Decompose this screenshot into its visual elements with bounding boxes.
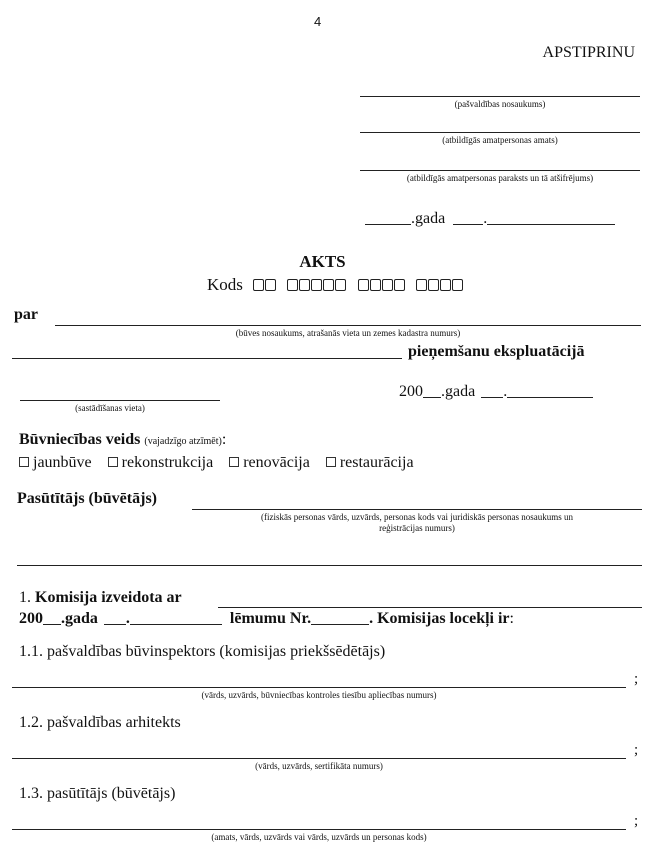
act-date-prefix: 200: [399, 383, 423, 400]
par-label: par: [14, 306, 38, 323]
commission-date-label: .gada: [61, 610, 98, 627]
approval-year-field[interactable]: [365, 210, 411, 225]
place-caption: (sastādīšanas vieta): [75, 403, 145, 413]
customer-label: Pasūtītājs (būvētājs): [17, 490, 157, 507]
acceptance-text: pieņemšanu ekspluatācijā: [408, 343, 585, 360]
act-month-field[interactable]: [507, 383, 593, 398]
option-label: restaurācija: [339, 454, 414, 471]
members-label: . Komisijas locekļi ir: [369, 610, 510, 627]
member-3-field[interactable]: [12, 829, 626, 830]
commission-number: 1.: [19, 589, 31, 606]
approval-title: APSTIPRINU: [542, 44, 635, 61]
approval-date: .gada .: [365, 210, 615, 228]
customer-field-2[interactable]: [17, 565, 642, 566]
construction-type-options: [19, 454, 426, 472]
member-2-end: ;: [634, 742, 639, 758]
construction-type-hint: (vajadzīgo atzīmēt): [144, 436, 222, 447]
member-1-field[interactable]: [12, 687, 626, 688]
member-1-label: 1.1. pašvaldības būvinspektors (komisijas priekšsēdētājs): [19, 643, 386, 660]
commission-intro: [19, 589, 182, 607]
construction-type-heading: [19, 431, 226, 449]
act-title: AKTS: [299, 252, 346, 271]
option-jaunbuve[interactable]: [19, 454, 92, 472]
commission-intro-text: Komisija izveidota ar: [35, 589, 182, 606]
commission-decree-field[interactable]: [218, 607, 642, 608]
commission-date-row: 200 .gada . lēmumu Nr. . Komisijas locekļi ir:: [19, 610, 514, 627]
customer-caption-2: reģistrācijas numurs): [379, 523, 455, 533]
code-label: Kods: [207, 275, 243, 294]
customer-caption-1: (fiziskās personas vārds, uzvārds, personas kods vai juridiskās personas nosaukums un: [261, 512, 573, 522]
commission-day-field[interactable]: [104, 610, 126, 625]
decision-number-field[interactable]: [311, 610, 369, 625]
customer-field[interactable]: [192, 509, 642, 510]
option-rekonstrukcija[interactable]: [108, 454, 214, 472]
act-date-label: .gada: [441, 383, 476, 400]
act-year-field[interactable]: [423, 383, 441, 398]
member-2-caption: (vārds, uzvārds, sertifikāta numurs): [255, 761, 383, 771]
code-row: [207, 275, 464, 295]
member-3-label: 1.3. pasūtītājs (būvētājs): [19, 785, 176, 802]
official-signature-caption: (atbildīgās amatpersonas paraksts un tā atšifrējums): [406, 173, 594, 183]
approval-date-label: .gada: [411, 210, 446, 227]
approval-month-field[interactable]: [487, 210, 615, 225]
member-3-caption: (amats, vārds, uzvārds vai vārds, uzvārds un personas kods): [211, 832, 427, 842]
option-renovacija[interactable]: [229, 454, 310, 472]
option-restauracija[interactable]: [326, 454, 414, 472]
approval-day-field[interactable]: [453, 210, 483, 225]
commission-month-field[interactable]: [130, 610, 222, 625]
decision-label: lēmumu Nr.: [229, 610, 312, 627]
building-name-caption: (būves nosaukums, atrašanās vieta un zemes kadastra numurs): [235, 328, 461, 338]
act-day-field[interactable]: [481, 383, 503, 398]
act-date: 200 .gada .: [399, 383, 593, 401]
construction-type-label: Būvniecības veids: [19, 431, 141, 448]
option-label: jaunbūve: [33, 454, 92, 471]
code-group-2[interactable]: [287, 275, 347, 295]
member-1-end: ;: [634, 671, 639, 687]
official-position-caption: (atbildīgās amatpersonas amats): [442, 135, 558, 145]
option-label: rekonstrukcija: [121, 454, 214, 471]
commission-year-field[interactable]: [43, 610, 61, 625]
place-field[interactable]: [20, 400, 220, 401]
checkbox-icon[interactable]: [326, 457, 336, 467]
official-signature-field[interactable]: [360, 170, 640, 171]
member-2-field[interactable]: [12, 758, 626, 759]
building-name-field-2[interactable]: [12, 358, 402, 359]
members-colon: :: [509, 610, 514, 627]
construction-type-colon: :: [221, 431, 227, 448]
municipality-name-field[interactable]: [360, 96, 640, 97]
option-label: renovācija: [243, 454, 310, 471]
commission-date-prefix: 200: [19, 610, 43, 627]
member-3-end: ;: [634, 813, 639, 829]
code-group-3[interactable]: [358, 275, 406, 295]
checkbox-icon[interactable]: [108, 457, 118, 467]
official-position-field[interactable]: [360, 132, 640, 133]
member-1-caption: (vārds, uzvārds, būvniecības kontroles tiesību apliecības numurs): [201, 690, 437, 700]
checkbox-icon[interactable]: [229, 457, 239, 467]
code-group-4[interactable]: [416, 275, 464, 295]
page-number: 4: [314, 14, 322, 29]
building-name-field[interactable]: [55, 325, 641, 326]
checkbox-icon[interactable]: [19, 457, 29, 467]
municipality-name-caption: (pašvaldības nosaukums): [454, 99, 546, 109]
code-group-1[interactable]: [253, 275, 277, 295]
member-2-label: 1.2. pašvaldības arhitekts: [19, 714, 181, 731]
